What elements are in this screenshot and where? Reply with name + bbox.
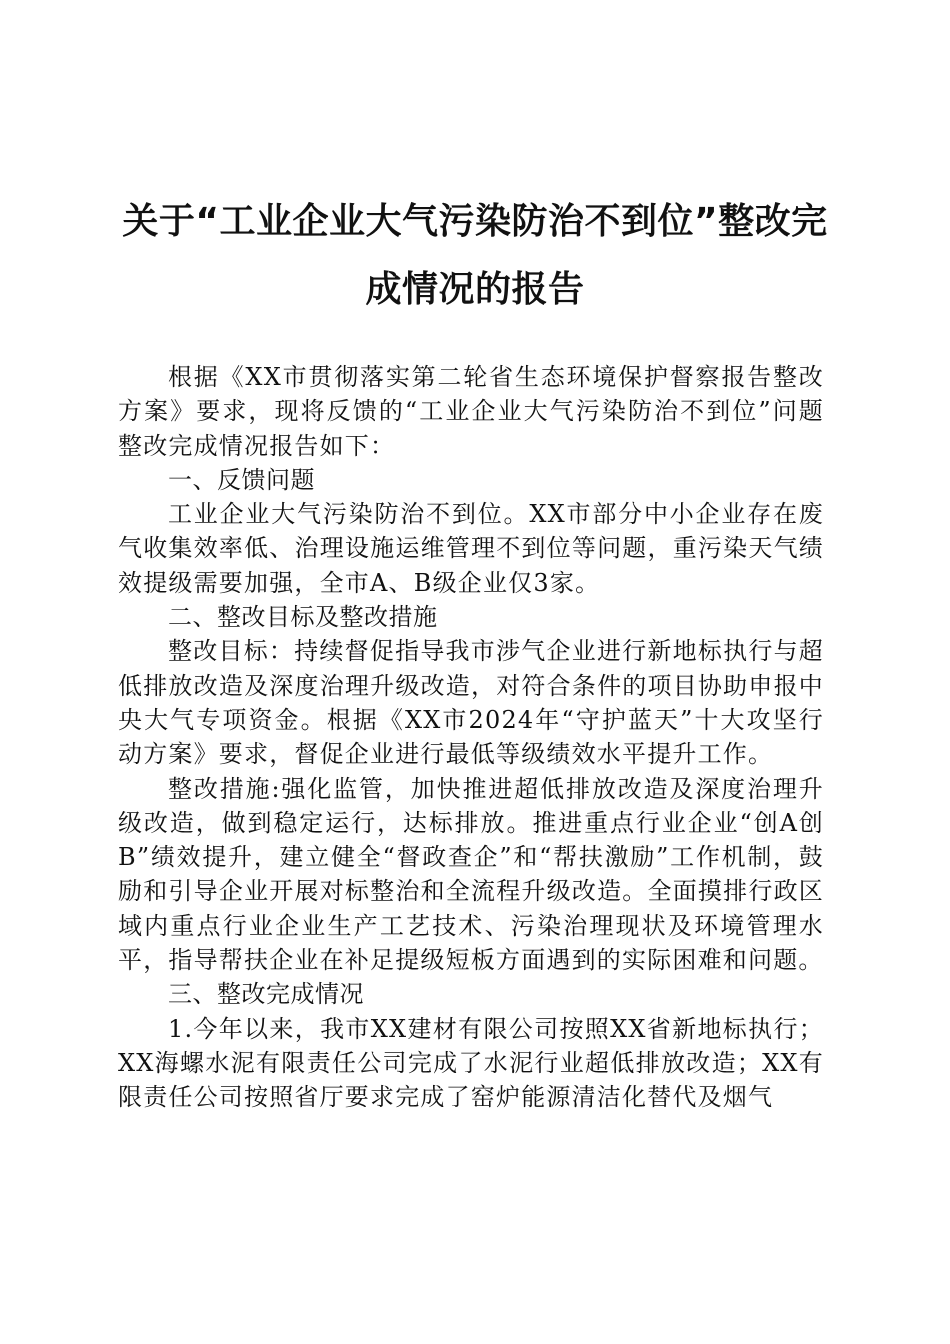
goal-paragraph: 整改目标：持续督促指导我市涉气企业进行新地标执行与超低排放改造及深度治理升级改造，对符合条件的项目协助申报中央大气专项资金。根据《XX市2024年“守护蓝天”十大攻坚行动方案》要求，督促企业进行最低等级绩效水平提升工作。: [118, 637, 824, 769]
document-body: [118, 360, 824, 1115]
intro-paragraph: 根据《XX市贯彻落实第二轮省生态环境保护督察报告整改方案》要求，现将反馈的“工业企业大气污染防治不到位”问题整改完成情况报告如下：: [118, 363, 824, 460]
section-heading-goals-measures: 二、整改目标及整改措施: [168, 603, 438, 632]
document-title: [118, 188, 832, 324]
title-line-1: 关于“工业企业大气污染防治不到位”整改完: [122, 201, 828, 242]
section-heading-feedback: 一、反馈问题: [168, 465, 315, 494]
section-heading-completion: 三、整改完成情况: [168, 980, 364, 1009]
measures-paragraph: 整改措施:强化监管，加快推进超低排放改造及深度治理升级改造，做到稳定运行，达标排放。推进重点行业企业“创A创B”绩效提升，建立健全“督政查企”和“帮扶激励”工作机制，鼓励和引导企业开展对标整治和全流程升级改造。全面摸排行政区域内重点行业企业生产工艺技术、污染治理现状及环境管理水平，指导帮扶企业在补足提级短板方面遇到的实际困难和问题。: [118, 774, 824, 975]
feedback-paragraph: 工业企业大气污染防治不到位。XX市部分中小企业存在废气收集效率低、治理设施运维管理不到位等问题，重污染天气绩效提级需要加强，全市A、B级企业仅3家。: [118, 500, 824, 597]
completion-item-1: 1.今年以来，我市XX建材有限公司按照XX省新地标执行；XX海螺水泥有限责任公司完成了水泥行业超低排放改造；XX有限责任公司按照省厅要求完成了窑炉能源清洁化替代及烟气: [118, 1014, 824, 1112]
title-line-2: 成情况的报告: [365, 269, 585, 310]
